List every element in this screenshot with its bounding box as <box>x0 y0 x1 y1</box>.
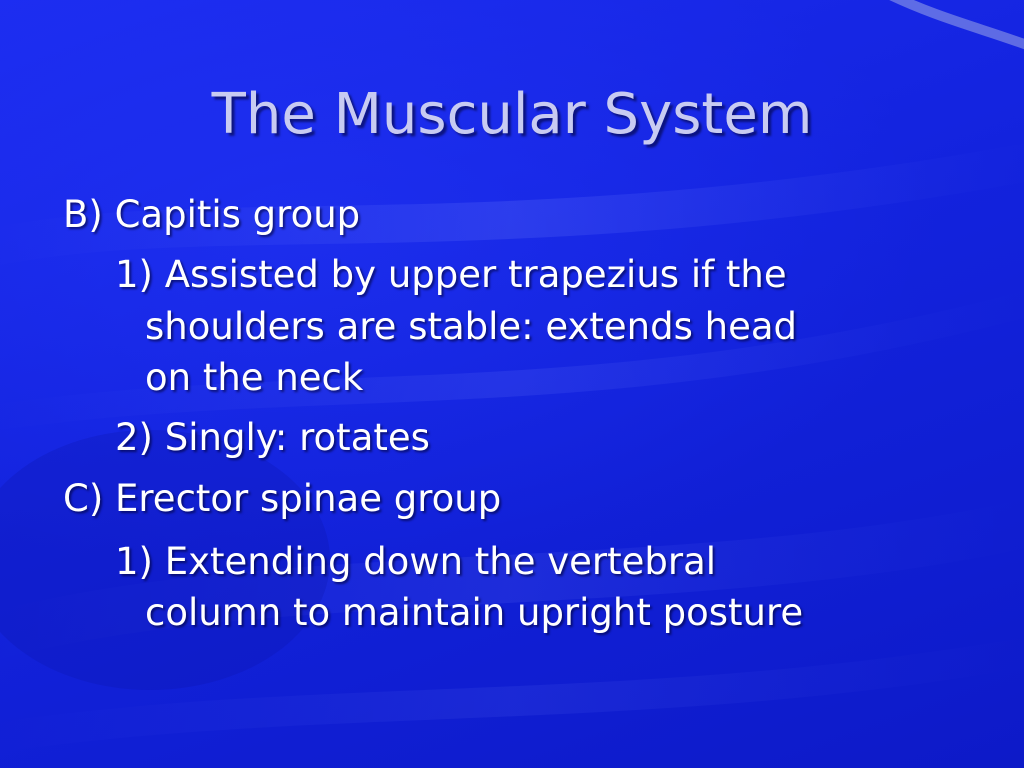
sub-bullet-1-capitis: 1) Assisted by upper trapezius if the <box>115 253 787 296</box>
slide-title: The Muscular System <box>211 82 813 147</box>
sub-bullet-1-capitis-cont-1: shoulders are stable: extends head <box>145 305 798 348</box>
bullet-c-erector-spinae-group: C) Erector spinae group <box>63 477 502 520</box>
sub-bullet-1-erector-cont: column to maintain upright posture <box>145 591 804 634</box>
bullet-b-capitis-group: B) Capitis group <box>63 193 361 236</box>
sub-bullet-1-erector: 1) Extending down the vertebral <box>115 540 717 583</box>
sub-bullet-1-capitis-cont-2: on the neck <box>145 356 364 399</box>
sub-bullet-2-capitis: 2) Singly: rotates <box>115 416 430 459</box>
